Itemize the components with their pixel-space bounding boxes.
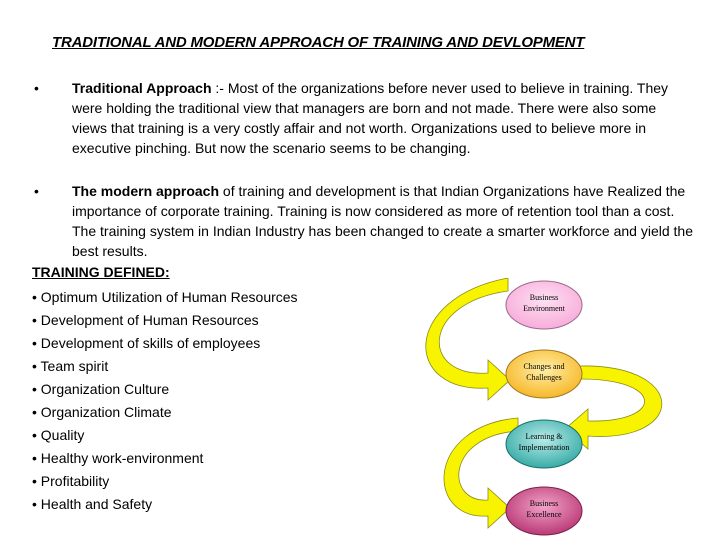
traditional-approach-heading: Traditional Approach xyxy=(72,80,212,96)
node-learning-implementation xyxy=(506,420,582,468)
list-item: • Quality xyxy=(32,427,85,443)
traditional-approach-paragraph xyxy=(34,78,694,158)
list-item: • Profitability xyxy=(32,473,110,489)
curved-arrow-left-1 xyxy=(426,278,510,400)
modern-approach-paragraph xyxy=(34,181,694,261)
list-item: • Organization Culture xyxy=(32,381,170,397)
node-label: Implementation xyxy=(518,443,570,452)
node-label: Learning & xyxy=(525,432,563,441)
list-item: • Development of Human Resources xyxy=(32,312,259,328)
bullet-marker: • xyxy=(34,80,39,96)
node-label: Environment xyxy=(523,304,565,313)
training-defined-list xyxy=(32,286,298,516)
traditional-approach-body: :- Most of the organizations before never used to believe in training. They were holding the traditional view that managers are born and not made. There were also some views that training is a very costly affair and not worth. Organizations used to believe more in executive pinching. But now the scenario seems to be changing. xyxy=(72,80,669,156)
node-label: Business xyxy=(529,499,559,508)
list-item: • Development of skills of employees xyxy=(32,335,261,351)
node-label: Challenges xyxy=(526,373,562,382)
list-item: • Health and Safety xyxy=(32,496,153,512)
list-item: • Team spirit xyxy=(32,358,109,374)
modern-approach-heading: The modern approach xyxy=(72,183,220,199)
training-process-diagram xyxy=(420,278,720,540)
list-item: • Optimum Utilization of Human Resources xyxy=(32,289,298,305)
node-changes-and-challenges xyxy=(506,350,582,398)
slide-title: TRADITIONAL AND MODERN APPROACH OF TRAINING AND DEVLOPMENT xyxy=(52,34,585,51)
list-item: • Healthy work-environment xyxy=(32,450,204,466)
modern-approach-body: of training and development is that Indian Organizations have Realized the importance of corporate training. Training is now considered as more of retention tool than a cost. The training system in Indian Industry has been changed to create a smarter workforce and yield the best results. xyxy=(72,183,694,259)
training-defined-heading: TRAINING DEFINED: xyxy=(32,264,170,280)
list-item: • Organization Climate xyxy=(32,404,172,420)
node-label: Excellence xyxy=(526,510,562,519)
bullet-marker: • xyxy=(34,183,39,199)
node-label: Changes and xyxy=(523,362,565,371)
node-business-excellence xyxy=(506,487,582,535)
node-business-environment xyxy=(506,281,582,329)
node-label: Business xyxy=(529,293,559,302)
